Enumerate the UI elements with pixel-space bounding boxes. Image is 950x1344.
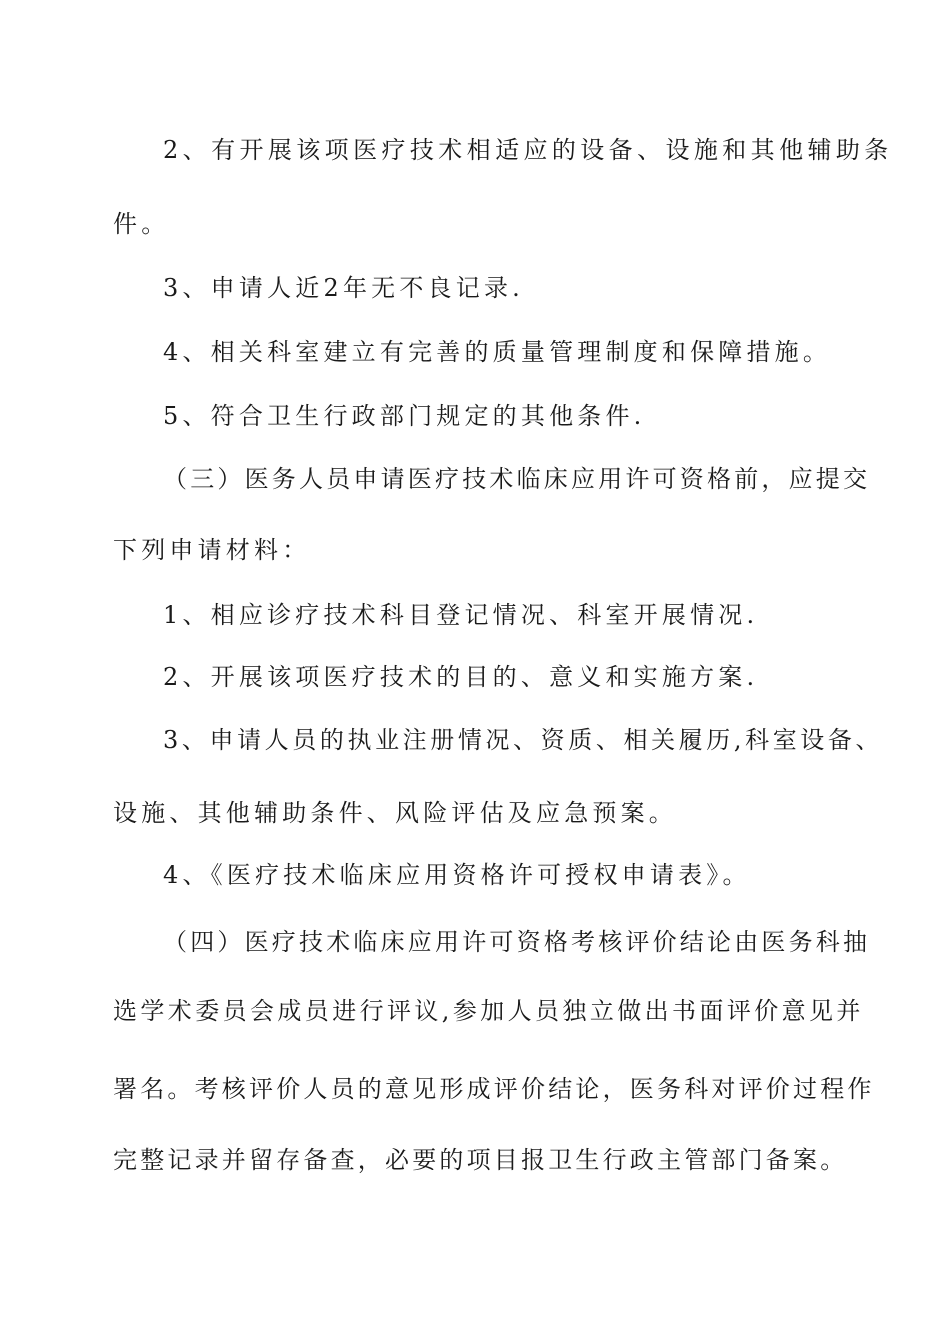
- paragraph-line: 署名。考核评价人员的意见形成评价结论，医务科对评价过程作: [113, 1075, 875, 1103]
- paragraph-line: （三）医务人员申请医疗技术临床应用许可资格前，应提交: [163, 465, 871, 493]
- paragraph-line: 选学术委员会成员进行评议,参加人员独立做出书面评价意见并: [113, 997, 864, 1025]
- paragraph-line: 3、申请人近2年无不良记录.: [163, 274, 524, 302]
- paragraph-line: 4、《医疗技术临床应用资格许可授权申请表》。: [163, 861, 751, 889]
- paragraph-line: （四）医疗技术临床应用许可资格考核评价结论由医务科抽: [163, 928, 871, 956]
- paragraph-line: 3、申请人员的执业注册情况、资质、相关履历,科室设备、: [163, 726, 884, 754]
- paragraph-line: 完整记录并留存备查，必要的项目报卫生行政主管部门备案。: [113, 1146, 848, 1174]
- paragraph-line: 设施、其他辅助条件、风险评估及应急预案。: [113, 799, 677, 827]
- paragraph-line: 1、相应诊疗技术科目登记情况、科室开展情况.: [163, 601, 759, 629]
- paragraph-line: 4、相关科室建立有完善的质量管理制度和保障措施。: [163, 338, 832, 366]
- paragraph-line: 2、有开展该项医疗技术相适应的设备、设施和其他辅助条: [163, 136, 893, 164]
- paragraph-line: 5、符合卫生行政部门规定的其他条件.: [163, 402, 646, 430]
- paragraph-line: 件。: [113, 210, 170, 238]
- paragraph-line: 2、开展该项医疗技术的目的、意义和实施方案.: [163, 663, 759, 691]
- paragraph-line: 下列申请材料：: [113, 536, 311, 564]
